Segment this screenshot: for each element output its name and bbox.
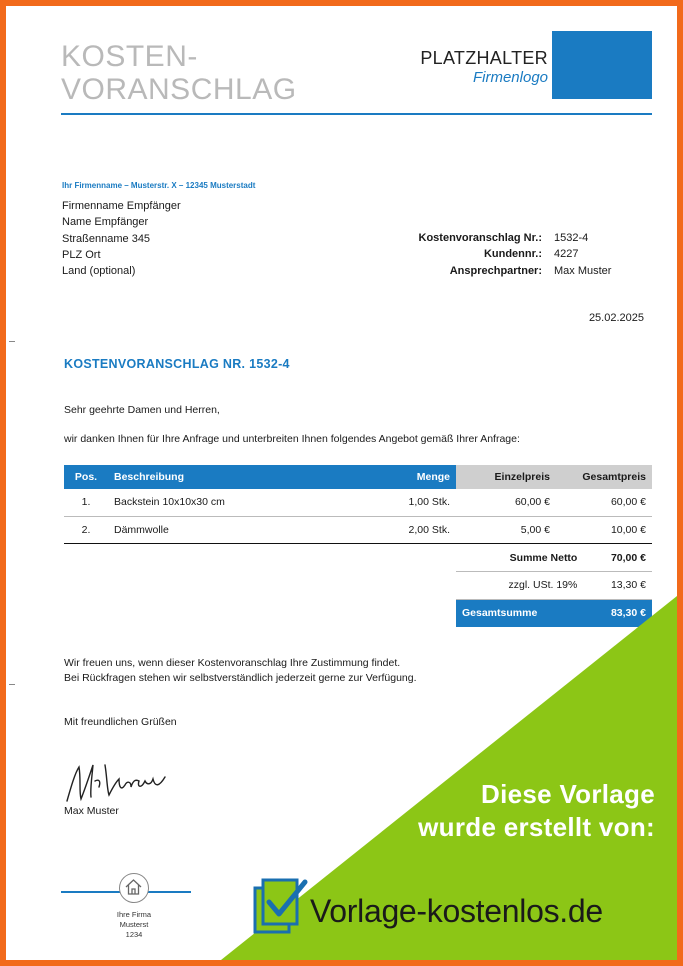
recipient-name: Name Empfänger xyxy=(62,216,149,229)
header-unit-price: Einzelpreis xyxy=(456,465,556,489)
logo-name: PLATZHALTER xyxy=(420,48,548,68)
recipient-street: Straßenname 345 xyxy=(62,232,151,245)
grand-total-row: Gesamtsumme 83,30 € xyxy=(456,599,652,627)
signer-name: Max Muster xyxy=(64,805,119,817)
recipient-city: PLZ Ort xyxy=(62,248,101,261)
salutation: Sehr geehrte Damen und Herren, xyxy=(64,404,220,416)
regards: Mit freundlichen Grüßen xyxy=(64,716,177,728)
document-date: 25.02.2025 xyxy=(588,312,644,324)
meta-row-number: Kostenvoranschlag Nr.: 1532-4 xyxy=(418,232,589,244)
net-total-row: Summe Netto 70,00 € xyxy=(456,544,652,572)
promo-text: Diese Vorlage wurde erstellt von: xyxy=(418,779,655,842)
document-title: KOSTEN- VORANSCHLAG xyxy=(61,40,297,106)
offer-heading: KOSTENVORANSCHLAG NR. 1532-4 xyxy=(64,357,290,371)
recipient-country: Land (optional) xyxy=(62,265,136,278)
closing-text: Wir freuen uns, wenn dieser Kostenvoranschlag Ihre Zustimmung findet. Bei Rückfragen stehen wir selbstverständlich jederzeit gerne zur Verfügung. xyxy=(64,657,417,684)
footer-address: Ihre Firma Musterst 1234 xyxy=(116,910,152,939)
table-row: 1. Backstein 10x10x30 cm 1,00 Stk. 60,00 € 60,00 € xyxy=(64,489,652,516)
meta-row-contact: Ansprechpartner: Max Muster xyxy=(449,264,612,277)
logo-subtitle: Firmenlogo xyxy=(472,69,548,86)
header-pos: Pos. xyxy=(64,465,108,489)
header-total-price: Gesamtpreis xyxy=(556,465,652,489)
meta-row-customer: Kundennr.: 4227 xyxy=(483,248,579,261)
header-description: Beschreibung xyxy=(108,465,356,489)
document-page xyxy=(6,6,677,960)
tax-row: zzgl. USt. 19% 13,30 € xyxy=(456,572,652,600)
header-quantity: Menge xyxy=(356,465,456,489)
document-check-icon xyxy=(251,876,311,938)
brand-name: Vorlage-kostenlos.de xyxy=(310,893,603,929)
recipient-company: Firmenname Empfänger xyxy=(62,200,181,212)
sender-address-line: Ihr Firmenname – Musterstr. X – 12345 Musterstadt xyxy=(62,181,256,190)
intro-text: wir danken Ihnen für Ihre Anfrage und unterbreiten Ihnen folgendes Angebot gemäß Ihrer Anfrage: xyxy=(64,433,520,445)
table-row: 2. Dämmwolle 2,00 Stk. 5,00 € 10,00 € xyxy=(64,516,652,543)
